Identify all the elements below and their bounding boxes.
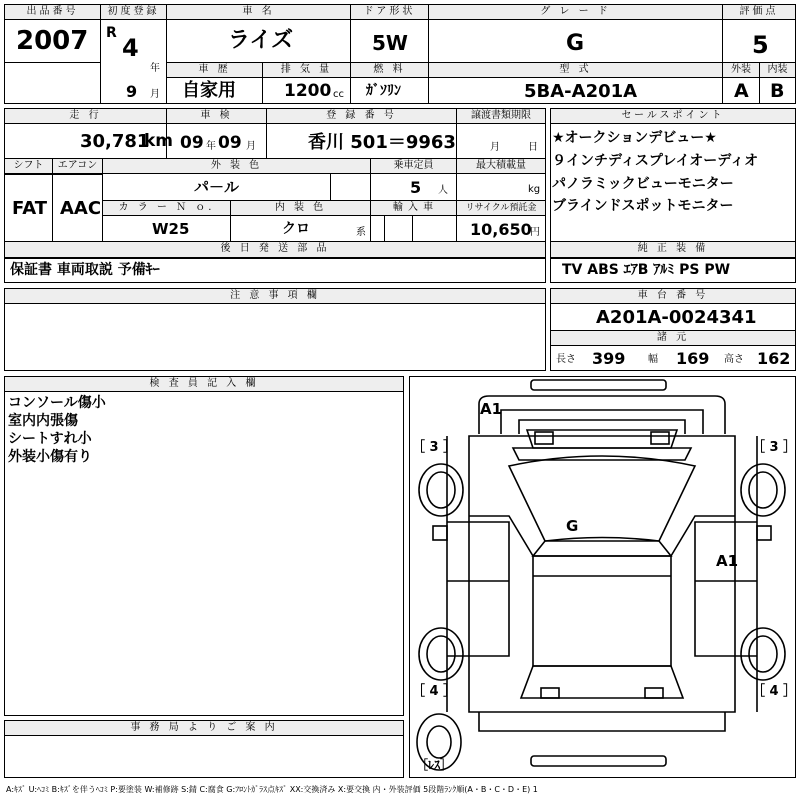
reg-year: 4 xyxy=(122,34,139,62)
lot-label: 出品番号 xyxy=(5,5,100,20)
door-type: 5W xyxy=(372,31,408,55)
history: 自家用 xyxy=(182,80,236,101)
inspect-year: 09 xyxy=(180,133,204,153)
capacity-unit: 人 xyxy=(438,185,448,196)
fuel: ｶﾞｿﾘﾝ xyxy=(366,83,401,99)
height-label: 高さ xyxy=(724,354,744,365)
sales-line-4: ブラインドスポットモニター xyxy=(552,198,734,214)
sales-line-2: ９インチディスプレイオーディオ xyxy=(552,153,759,169)
width-label: 幅 xyxy=(648,354,658,365)
reg-month-unit: 月 xyxy=(150,89,160,100)
load-label: 最大積載量 xyxy=(457,159,545,174)
color-label: 外 装 色 xyxy=(103,159,370,174)
chassis-number: A201A-0024341 xyxy=(596,307,757,328)
chassis-label: 車 台 番 号 xyxy=(551,289,795,304)
disp-unit: cc xyxy=(333,89,344,100)
later-parts: 保証書 車両取説 予備ｷｰ xyxy=(10,262,160,278)
reg-month: 9 xyxy=(126,82,138,101)
history-label: 車 歴 xyxy=(167,63,262,78)
inspect-year-unit: 年 xyxy=(206,141,216,152)
inspect-month-unit: 月 xyxy=(246,141,256,152)
equip-label: 純 正 装 備 xyxy=(551,242,795,258)
grade: G xyxy=(566,31,585,56)
shift: FAT xyxy=(12,198,48,219)
score: 5 xyxy=(752,31,769,59)
inspect-month: 09 xyxy=(218,133,242,153)
office-label: 事 務 局 よ り ご 案 内 xyxy=(5,721,403,736)
reg-label: 初度登録 xyxy=(101,5,166,20)
import-label: 輸 入 車 xyxy=(371,201,456,216)
length: 399 xyxy=(592,349,626,368)
shift-label: シフト xyxy=(5,159,52,174)
width: 169 xyxy=(676,349,710,368)
sales-line-1: ★オークションデビュー★ xyxy=(552,130,717,146)
model-label: 型 式 xyxy=(429,63,722,78)
mark-bumper: A1 xyxy=(480,400,503,418)
grade-label: グ レ ー ド xyxy=(429,5,722,20)
equipment: TV ABS ｴｱB ｱﾙﾐ PS PW xyxy=(562,262,731,278)
lot-number: 2007 xyxy=(16,26,89,56)
sales-label: セールスポイント xyxy=(551,109,795,124)
recycle-fee: 10,650 xyxy=(470,220,532,239)
color-number: W25 xyxy=(152,220,190,238)
ext-grade: A xyxy=(734,80,749,102)
load-unit: kg xyxy=(528,184,541,195)
tire-front-left: ［ 3 ］ xyxy=(412,440,457,455)
sales-line-3: パノラミックビューモニター xyxy=(552,176,734,192)
model-code: 5BA-A201A xyxy=(524,81,638,102)
recycle-label: リサイクル預託金 xyxy=(457,201,545,216)
interior-color: クロ xyxy=(282,221,310,237)
int-label: 内装 xyxy=(760,63,795,78)
spec-label: 諸 元 xyxy=(551,331,795,346)
displacement: 1200 xyxy=(284,81,332,101)
tire-rear-left: ［ 4 ］ xyxy=(412,684,457,699)
mileage-label: 走 行 xyxy=(5,109,166,124)
inspector-line-1: コンソール傷小 xyxy=(8,395,106,411)
reg-era: R xyxy=(106,25,117,41)
spare-tire: ［ﾚｽ］ xyxy=(416,758,453,772)
plate: 香川 501＝9963 xyxy=(308,132,456,153)
intcolor-unit: 系 xyxy=(356,227,366,238)
fuel-label: 燃 料 xyxy=(351,63,428,78)
mileage: 30,781 xyxy=(80,131,150,152)
later-parts-label: 後 日 発 送 部 品 xyxy=(5,242,545,258)
intcolor-label: 内 装 色 xyxy=(231,201,370,216)
height: 162 xyxy=(757,349,791,368)
int-grade: B xyxy=(770,80,785,102)
inspector-label: 検 査 員 記 入 欄 xyxy=(5,377,403,392)
plate-label: 登 録 番 号 xyxy=(267,109,456,124)
legend: A:ｷｽﾞ U:ﾍｺﾐ B:ｷｽﾞを伴うﾍｺﾐ P:要塗装 W:補修跡 S:錆 C:腐食 G:ﾌﾛﾝﾄｶﾞﾗｽ点ｷｽﾞ XX:交換済み X:要交換 内・外装評価 5段階ﾗﾝｸ順(A・B・C・D・E) 1 xyxy=(6,785,538,794)
colorno-label: カ ラ ー Ｎ ｏ. xyxy=(103,201,230,216)
tire-rear-right: ［ 4 ］ xyxy=(752,684,797,699)
transfer-day-unit: 日 xyxy=(528,142,538,153)
mark-glass: G xyxy=(566,517,579,535)
door-label: ドア形状 xyxy=(351,5,428,20)
transfer-label: 譲渡書類期限 xyxy=(457,109,545,124)
car-diagram xyxy=(409,376,796,778)
inspector-line-2: 室内内張傷 xyxy=(8,413,78,429)
score-label: 評価点 xyxy=(723,5,795,20)
length-label: 長さ xyxy=(556,354,576,365)
body-color: パ－ル xyxy=(194,178,240,196)
car-name: ライズ xyxy=(228,28,294,53)
ac-label: エアコン xyxy=(53,159,102,174)
capacity: 5 xyxy=(410,178,422,197)
reg-year-unit: 年 xyxy=(150,63,160,74)
mark-door: A1 xyxy=(716,552,739,570)
recycle-unit: 円 xyxy=(530,227,540,238)
notes-label: 注 意 事 項 欄 xyxy=(5,289,545,304)
transfer-month-unit: 月 xyxy=(490,142,500,153)
inspect-label: 車 検 xyxy=(167,109,266,124)
capacity-label: 乗車定員 xyxy=(371,159,456,174)
inspector-line-3: シートすれ小 xyxy=(8,431,92,447)
mileage-unit: km xyxy=(144,131,174,151)
ac: AAC xyxy=(60,198,102,219)
name-label: 車 名 xyxy=(167,5,350,20)
inspector-line-4: 外装小傷有り xyxy=(8,449,92,465)
disp-label: 排 気 量 xyxy=(263,63,350,78)
ext-label: 外装 xyxy=(723,63,759,78)
tire-front-right: ［ 3 ］ xyxy=(752,440,797,455)
